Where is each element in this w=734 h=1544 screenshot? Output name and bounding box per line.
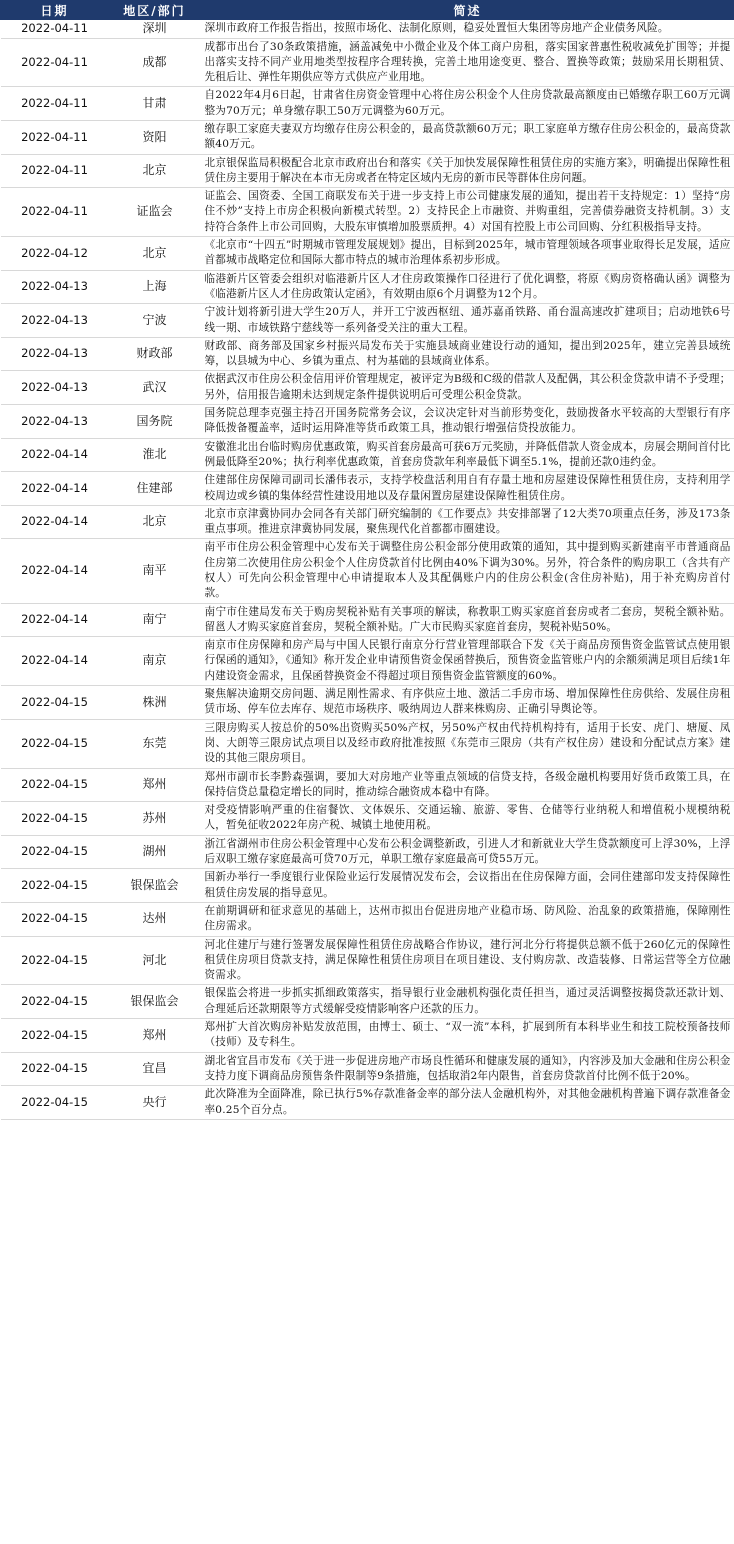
description-cell: 深圳市政府工作报告指出，按照市场化、法制化原则，稳妥处置恒大集团等房地产企业债务风险。 — [201, 20, 734, 39]
region-cell: 深圳 — [109, 20, 201, 39]
region-cell: 淮北 — [109, 438, 201, 472]
region-cell: 东莞 — [109, 719, 201, 768]
date-cell: 2022-04-14 — [1, 603, 109, 637]
table-row — [1, 154, 734, 188]
region-cell: 成都 — [109, 38, 201, 87]
region-cell: 南平 — [109, 539, 201, 603]
date-cell: 2022-04-13 — [1, 337, 109, 371]
date-cell: 2022-04-15 — [1, 686, 109, 720]
description-cell: 在前期调研和征求意见的基础上，达州市拟出台促进房地产业稳市场、防风险、治乱象的政策措施，保障刚性住房需求。 — [201, 902, 734, 936]
description-cell: 国务院总理李克强主持召开国务院常务会议，会议决定针对当前形势变化，鼓励拨备水平较高的大型银行有序降低拨备覆盖率，适时运用降准等货币政策工具，推动银行增强信贷投放能力。 — [201, 405, 734, 439]
description-cell: 临港新片区管委会组织对临港新片区人才住房政策操作口径进行了优化调整，将原《购房资格确认函》调整为《临港新片区人才住房政策认定函》，有效期由原6个月调整为12个月。 — [201, 270, 734, 304]
table-row — [1, 603, 734, 637]
description-cell: 《北京市“十四五”时期城市管理发展规划》提出，目标到2025年，城市管理领域各项事业取得长足发展，适应首都城市战略定位和国际大都市特点的城市治理体系初步形成。 — [201, 237, 734, 271]
region-cell: 住建部 — [109, 472, 201, 506]
description-cell: 自2022年4月6日起，甘肃省住房资金管理中心将住房公积金个人住房贷款最高额度由已婚缴存职工60万元调整为70万元；单身缴存职工50万元调整为60万元。 — [201, 87, 734, 121]
date-cell: 2022-04-14 — [1, 505, 109, 539]
table-body — [1, 20, 734, 1120]
date-cell: 2022-04-13 — [1, 371, 109, 405]
description-cell: 郑州扩大首次购房补贴发放范围，由博士、硕士、“双一流”本科，扩展到所有本科毕业生和技工院校预备技师（技师）及专科生。 — [201, 1019, 734, 1053]
description-cell: 缴存职工家庭夫妻双方均缴存住房公积金的，最高贷款额60万元；职工家庭单方缴存住房公积金的，最高贷款额40万元。 — [201, 120, 734, 154]
description-cell: 南京市住房保障和房产局与中国人民银行南京分行营业管理部联合下发《关于商品房预售资金监管试点使用银行保函的通知》，《通知》称开发企业申请预售资金保函替换后，预售资金监管账户内的余额须满足项目后续1年内建设资金需求，且保函替换资金不得超过项目预售资金监管额度的60%。 — [201, 637, 734, 686]
region-cell: 湖州 — [109, 835, 201, 869]
region-cell: 苏州 — [109, 802, 201, 836]
region-cell: 南京 — [109, 637, 201, 686]
region-cell: 株洲 — [109, 686, 201, 720]
region-cell: 达州 — [109, 902, 201, 936]
table-row — [1, 337, 734, 371]
description-cell: 成都市出台了30条政策措施，涵盖减免中小微企业及个体工商户房租，落实国家普惠性税收减免扩围等；并提出落实支持不同产业用地类型按程序合理转换，完善土地用途变更、整合、置换等政策；鼓励采用长期租赁、先租后让、弹性年期供应等方式供应产业用地。 — [201, 38, 734, 87]
date-cell: 2022-04-15 — [1, 719, 109, 768]
region-cell: 证监会 — [109, 188, 201, 237]
table-row — [1, 637, 734, 686]
description-cell: 国新办举行一季度银行业保险业运行发展情况发布会，会议指出在住房保障方面，会同住建部印发支持保障性租赁住房发展的指导意见。 — [201, 869, 734, 903]
region-cell: 宜昌 — [109, 1052, 201, 1086]
region-cell: 甘肃 — [109, 87, 201, 121]
date-cell: 2022-04-11 — [1, 38, 109, 87]
table-row — [1, 869, 734, 903]
date-cell: 2022-04-15 — [1, 802, 109, 836]
date-cell: 2022-04-15 — [1, 869, 109, 903]
date-cell: 2022-04-13 — [1, 304, 109, 338]
table-row — [1, 472, 734, 506]
date-column-header: 日期 — [1, 1, 109, 20]
region-cell: 河北 — [109, 936, 201, 985]
table-row — [1, 188, 734, 237]
region-cell: 武汉 — [109, 371, 201, 405]
table-row — [1, 835, 734, 869]
date-cell: 2022-04-15 — [1, 902, 109, 936]
description-cell: 南平市住房公积金管理中心发布关于调整住房公积金部分使用政策的通知，其中提到购买新建南平市普通商品住房第二次使用住房公积金个人住房贷款首付比例由40%下调为30%。另外，符合条件的购房职工（含共有产权人）可先向公积金管理中心申请提取本人及其配偶账户内的住房公积金(含住房补贴)，用于补充购房首付款。 — [201, 539, 734, 603]
table-header-row — [1, 1, 734, 20]
description-cell: 河北住建厅与建行签署发展保障性租赁住房战略合作协议，建行河北分行将提供总额不低于260亿元的保障性租赁住房项目贷款支持，满足保障性租赁住房项目在项目建设、支付购房款、改造装修、日常运营等全方位融资需求。 — [201, 936, 734, 985]
date-cell: 2022-04-15 — [1, 1019, 109, 1053]
date-cell: 2022-04-14 — [1, 637, 109, 686]
date-cell: 2022-04-15 — [1, 985, 109, 1019]
table-row — [1, 1019, 734, 1053]
date-cell: 2022-04-15 — [1, 768, 109, 802]
description-cell: 住建部住房保障司副司长潘伟表示，支持学校盘活利用自有存量土地和房屋建设保障性租赁住房，支持利用学校周边或乡镇的集体经营性建设用地以及存量闲置房屋建设保障性租赁住房。 — [201, 472, 734, 506]
date-cell: 2022-04-15 — [1, 936, 109, 985]
description-cell: 南宁市住建局发布关于购房契税补贴有关事项的解读，称教职工购买家庭首套房或者二套房，契税全额补贴。留邕人才购买家庭首套房，契税全额补贴。广大市民购买家庭首套房，契税补贴50%。 — [201, 603, 734, 637]
table-row — [1, 505, 734, 539]
description-cell: 浙江省湖州市住房公积金管理中心发布公积金调整新政，引进人才和新就业大学生贷款额度可上浮30%，上浮后双职工缴存家庭最高可贷70万元，单职工缴存家庭最高可贷55万元。 — [201, 835, 734, 869]
date-cell: 2022-04-14 — [1, 472, 109, 506]
region-cell: 银保监会 — [109, 985, 201, 1019]
table-row — [1, 87, 734, 121]
description-cell: 三限房购买人按总价的50%出资购买50%产权，另50%产权由代持机构持有，适用于长安、虎门、塘厦、凤岗、大朗等三限房试点项目以及经市政府批准按照《东莞市三限房（共有产权住房）建设和分配试点方案》建设的其他三限房项目。 — [201, 719, 734, 768]
table-row — [1, 985, 734, 1019]
table-row — [1, 371, 734, 405]
description-cell: 宁波计划将新引进大学生20万人，并开工宁波西枢纽、通苏嘉甬铁路、甬台温高速改扩建项目；启动地铁6号线一期、市域铁路宁慈线等一系列备受关注的重大工程。 — [201, 304, 734, 338]
date-cell: 2022-04-11 — [1, 188, 109, 237]
region-cell: 南宁 — [109, 603, 201, 637]
date-cell: 2022-04-11 — [1, 87, 109, 121]
date-cell: 2022-04-15 — [1, 1052, 109, 1086]
description-cell: 湖北省宜昌市发布《关于进一步促进房地产市场良性循环和健康发展的通知》，内容涉及加大金融和住房公积金支持力度下调商品房预售条件限制等9条措施，包括取消2年内限售，首套房贷款首付比例不低于20%。 — [201, 1052, 734, 1086]
table-row — [1, 120, 734, 154]
table-row — [1, 38, 734, 87]
date-cell: 2022-04-14 — [1, 438, 109, 472]
date-cell: 2022-04-13 — [1, 270, 109, 304]
description-cell: 北京市京津冀协同办会同各有关部门研究编制的《工作要点》共安排部署了12大类70项重点任务，涉及173条重点事项。推进京津冀协同发展，聚焦现代化首都都市圈建设。 — [201, 505, 734, 539]
table-row — [1, 802, 734, 836]
table-row — [1, 768, 734, 802]
region-cell: 宁波 — [109, 304, 201, 338]
table-row — [1, 405, 734, 439]
description-cell: 安徽淮北出台临时购房优惠政策，购买首套房最高可获6万元奖励，并降低借款人资金成本，房展会期间首付比例最低降至20%；执行利率优惠政策，首套房贷款年利率最低下调至5.1%，提前还款0违约金。 — [201, 438, 734, 472]
description-column-header: 简述 — [201, 1, 734, 20]
date-cell: 2022-04-11 — [1, 20, 109, 39]
table-row — [1, 438, 734, 472]
table-row — [1, 304, 734, 338]
table-row — [1, 1086, 734, 1120]
description-cell: 北京银保监局积极配合北京市政府出台和落实《关于加快发展保障性租赁住房的实施方案》，明确提出保障性租赁住房主要用于解决在本市无房或者在特定区域内无房的新市民等群体住房问题。 — [201, 154, 734, 188]
table-row — [1, 539, 734, 603]
region-cell: 北京 — [109, 505, 201, 539]
table-row — [1, 936, 734, 985]
region-cell: 央行 — [109, 1086, 201, 1120]
region-column-header: 地区/部门 — [109, 1, 201, 20]
table-row — [1, 902, 734, 936]
date-cell: 2022-04-13 — [1, 405, 109, 439]
table-row — [1, 686, 734, 720]
region-cell: 郑州 — [109, 768, 201, 802]
date-cell: 2022-04-15 — [1, 1086, 109, 1120]
table-row — [1, 20, 734, 39]
date-cell: 2022-04-12 — [1, 237, 109, 271]
table-row — [1, 270, 734, 304]
date-cell: 2022-04-11 — [1, 154, 109, 188]
description-cell: 依据武汉市住房公积金信用评价管理规定，被评定为B级和C级的借款人及配偶，其公积金贷款申请不予受理；另外，信用报告逾期未达到规定条件提供说明后可受理公积金贷款。 — [201, 371, 734, 405]
table-row — [1, 1052, 734, 1086]
description-cell: 对受疫情影响严重的住宿餐饮、文体娱乐、交通运输、旅游、零售、仓储等行业纳税人和增值税小规模纳税人，暂免征收2022年房产税、城镇土地使用税。 — [201, 802, 734, 836]
region-cell: 资阳 — [109, 120, 201, 154]
region-cell: 银保监会 — [109, 869, 201, 903]
description-cell: 财政部、商务部及国家乡村振兴局发布关于实施县域商业建设行动的通知，提出到2025年，建立完善县域统筹，以县城为中心、乡镇为重点、村为基础的县域商业体系。 — [201, 337, 734, 371]
description-cell: 此次降准为全面降准，除已执行5%存款准备金率的部分法人金融机构外，对其他金融机构普遍下调存款准备金率0.25个百分点。 — [201, 1086, 734, 1120]
region-cell: 郑州 — [109, 1019, 201, 1053]
date-cell: 2022-04-15 — [1, 835, 109, 869]
region-cell: 北京 — [109, 237, 201, 271]
description-cell: 银保监会将进一步抓实抓细政策落实，指导银行业金融机构强化责任担当，通过灵活调整按揭贷款还款计划、合理延后还款期限等方式缓解受疫情影响客户还款的压力。 — [201, 985, 734, 1019]
region-cell: 国务院 — [109, 405, 201, 439]
date-cell: 2022-04-14 — [1, 539, 109, 603]
table-row — [1, 237, 734, 271]
description-cell: 证监会、国资委、全国工商联发布关于进一步支持上市公司健康发展的通知，提出若干支持规定：1）坚持“房住不炒”支持上市房企积极向新模式转型。2）支持民企上市融资、并购重组，完善债券融资支持机制。3）支持符合条件上市公司回购，大股东审慎增加股票质押。4）对国有控股上市公司回购、分红积极指导支持。 — [201, 188, 734, 237]
date-cell: 2022-04-11 — [1, 120, 109, 154]
description-cell: 郑州市副市长李黔森强调，要加大对房地产业等重点领域的信贷支持，各级金融机构要用好货币政策工具，在保持信贷总量稳定增长的同时，推动综合融资成本稳中有降。 — [201, 768, 734, 802]
region-cell: 财政部 — [109, 337, 201, 371]
region-cell: 上海 — [109, 270, 201, 304]
description-cell: 聚焦解决逾期交房问题、满足刚性需求、有序供应土地、激活二手房市场、增加保障性住房供给、发展住房租赁市场、停车位去库存、规范市场秩序、吸纳周边人群来株购房、正确引导舆论等。 — [201, 686, 734, 720]
table-row — [1, 719, 734, 768]
region-cell: 北京 — [109, 154, 201, 188]
